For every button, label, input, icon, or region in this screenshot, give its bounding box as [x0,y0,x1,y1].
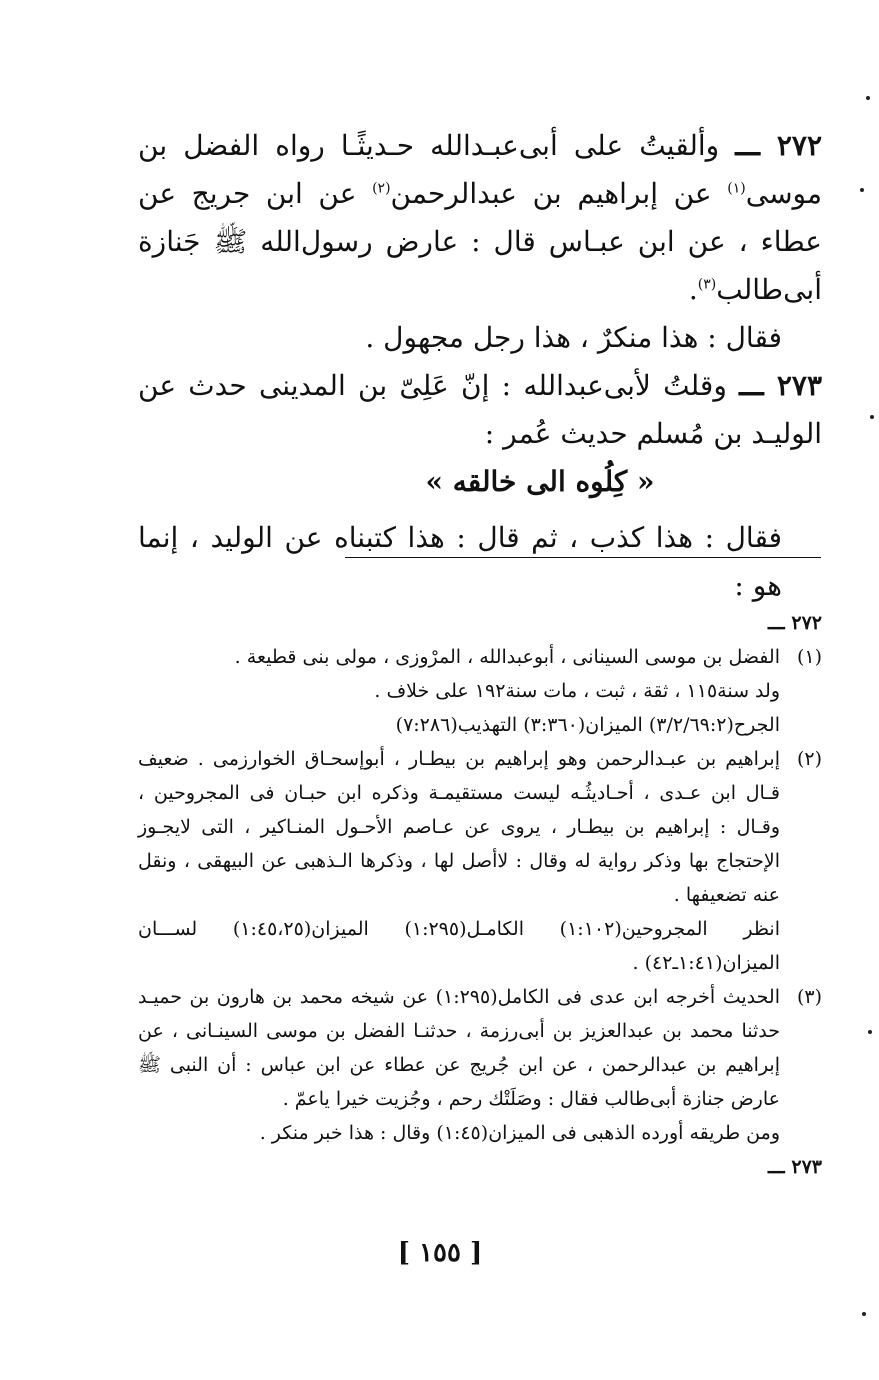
scan-speck [870,415,874,419]
footnote-1 [138,640,822,742]
entry-273-reply: فقال : هذا كذب ، ثم قال : هذا كتبناه عن الوليد ، إنما هو : [138,521,782,602]
footnote-line: الجرح(٣/٢/٦٩:٢) الميزان(٣:٣٦٠) التهذيب(٧:٢٨٦) [395,714,780,736]
scan-speck [862,1312,866,1316]
entry-number: ٢٧٣ ـــ [739,369,822,402]
page-number: [ ١٥٥ ] [397,1238,483,1268]
footnote-line: إبراهيم بن عبـدالرحمن وهو إبراهيم بن بيطـار ، أبوإسحـاق الخوارزمى . ضعيف قـال ابن عـدى ، أحـاديثُـه ليست مستقيمـة وذكره ابن حبـان فى المجروحين ، وقـال : إبراهيم بن بيطـار ، يروى عن عـاصم الأحـول المنـاكير ، التى لايجـوز الإحتجاج بها وذكر رواية له وقال : لاأصل لها ، وذكرها الـذهبى عن البيهقى ، ونقل عنه تضعيفها . [138,748,780,906]
footnotes [138,606,822,1184]
scan-speck [860,188,864,192]
footnote-ref: (٣) [697,276,717,293]
footnote-number: (١) [796,646,822,668]
entry-272 [138,122,822,314]
entry-text: . [688,273,698,306]
footnote-2 [138,742,822,980]
footnote-3 [138,980,822,1150]
footnote-number: (٣) [796,986,822,1008]
entry-273 [138,362,822,458]
footnote-number: (٢) [796,748,822,770]
entry-text: عن ابن جريج عن عطاء ، عن ابن عبـاس قال : عارض رسول‌الله ﷺ جَنازة أبى‌طالب [138,177,822,306]
entry-text: عن إبراهيم بن عبدالرحمن [390,177,728,210]
footnote-line: ولد سنة١١٥ ، ثقة ، ثبت ، مات سنة١٩٢ على خلاف . [374,680,780,702]
footnote-line: الفضل بن موسى السينانى ، أبوعبدالله ، المرْوزى ، مولى بنى قطيعة . [234,646,780,668]
footnote-ref: (١) [727,180,746,197]
footnote-group-heading: ٢٧٢ ـــ [768,612,822,634]
footnote-line: انظر المجروحين(١:١٠٢) الكامـل(١:٢٩٥) الميزان(١:٤٥،٢٥) لســـان الميزان(١:٤١ـ٤٢) . [138,918,780,974]
scan-speck [866,96,870,100]
entry-text: وقلتُ لأبى‌عبدالله : إنّ عَلِىّ بن المدينى حدث عن الوليـد بن مُسلم حديث عُمر : [138,369,822,450]
entry-273-quote: « كِلُوه الى خالقه » [425,465,655,498]
main-text [138,122,822,610]
footnote-line: الحديث أخرجه ابن عدى فى الكامل(١:٢٩٥) عن شيخه محمد بن هارون بن حميـد حدثنا محمد بن عبدالعزيز بن أبى‌رزمة ، حدثنـا الفضل بن موسى السينـانى ، عن إبراهيم بن عبدالرحمن ، عن ابن جُريج عن عطاء عن ابن عباس : أن النبى ﷺ عارض جنازة أبى‌طالب فقال : وصَلَتْك رحم ، وجُزيت خيرا ياعمّ . [138,986,780,1110]
entry-number: ٢٧٢ ـــ [735,129,822,162]
footnote-group-heading: ٢٧٣ ـــ [768,1156,822,1178]
entry-text: وألقيتُ على أبى‌عبـدالله حـديثًـا رواه الفضل بن موسى [138,129,822,210]
footnote-line: ومن طريقه أورده الذهبى فى الميزان(١:٤٥) وقال : هذا خبر منكر . [259,1122,780,1144]
footnote-ref: (٢) [372,180,391,197]
scan-speck [868,1030,872,1034]
entry-272-reply: فقال : هذا منكرٌ ، هذا رجل مجهول . [365,321,782,354]
footnote-divider [345,557,821,558]
